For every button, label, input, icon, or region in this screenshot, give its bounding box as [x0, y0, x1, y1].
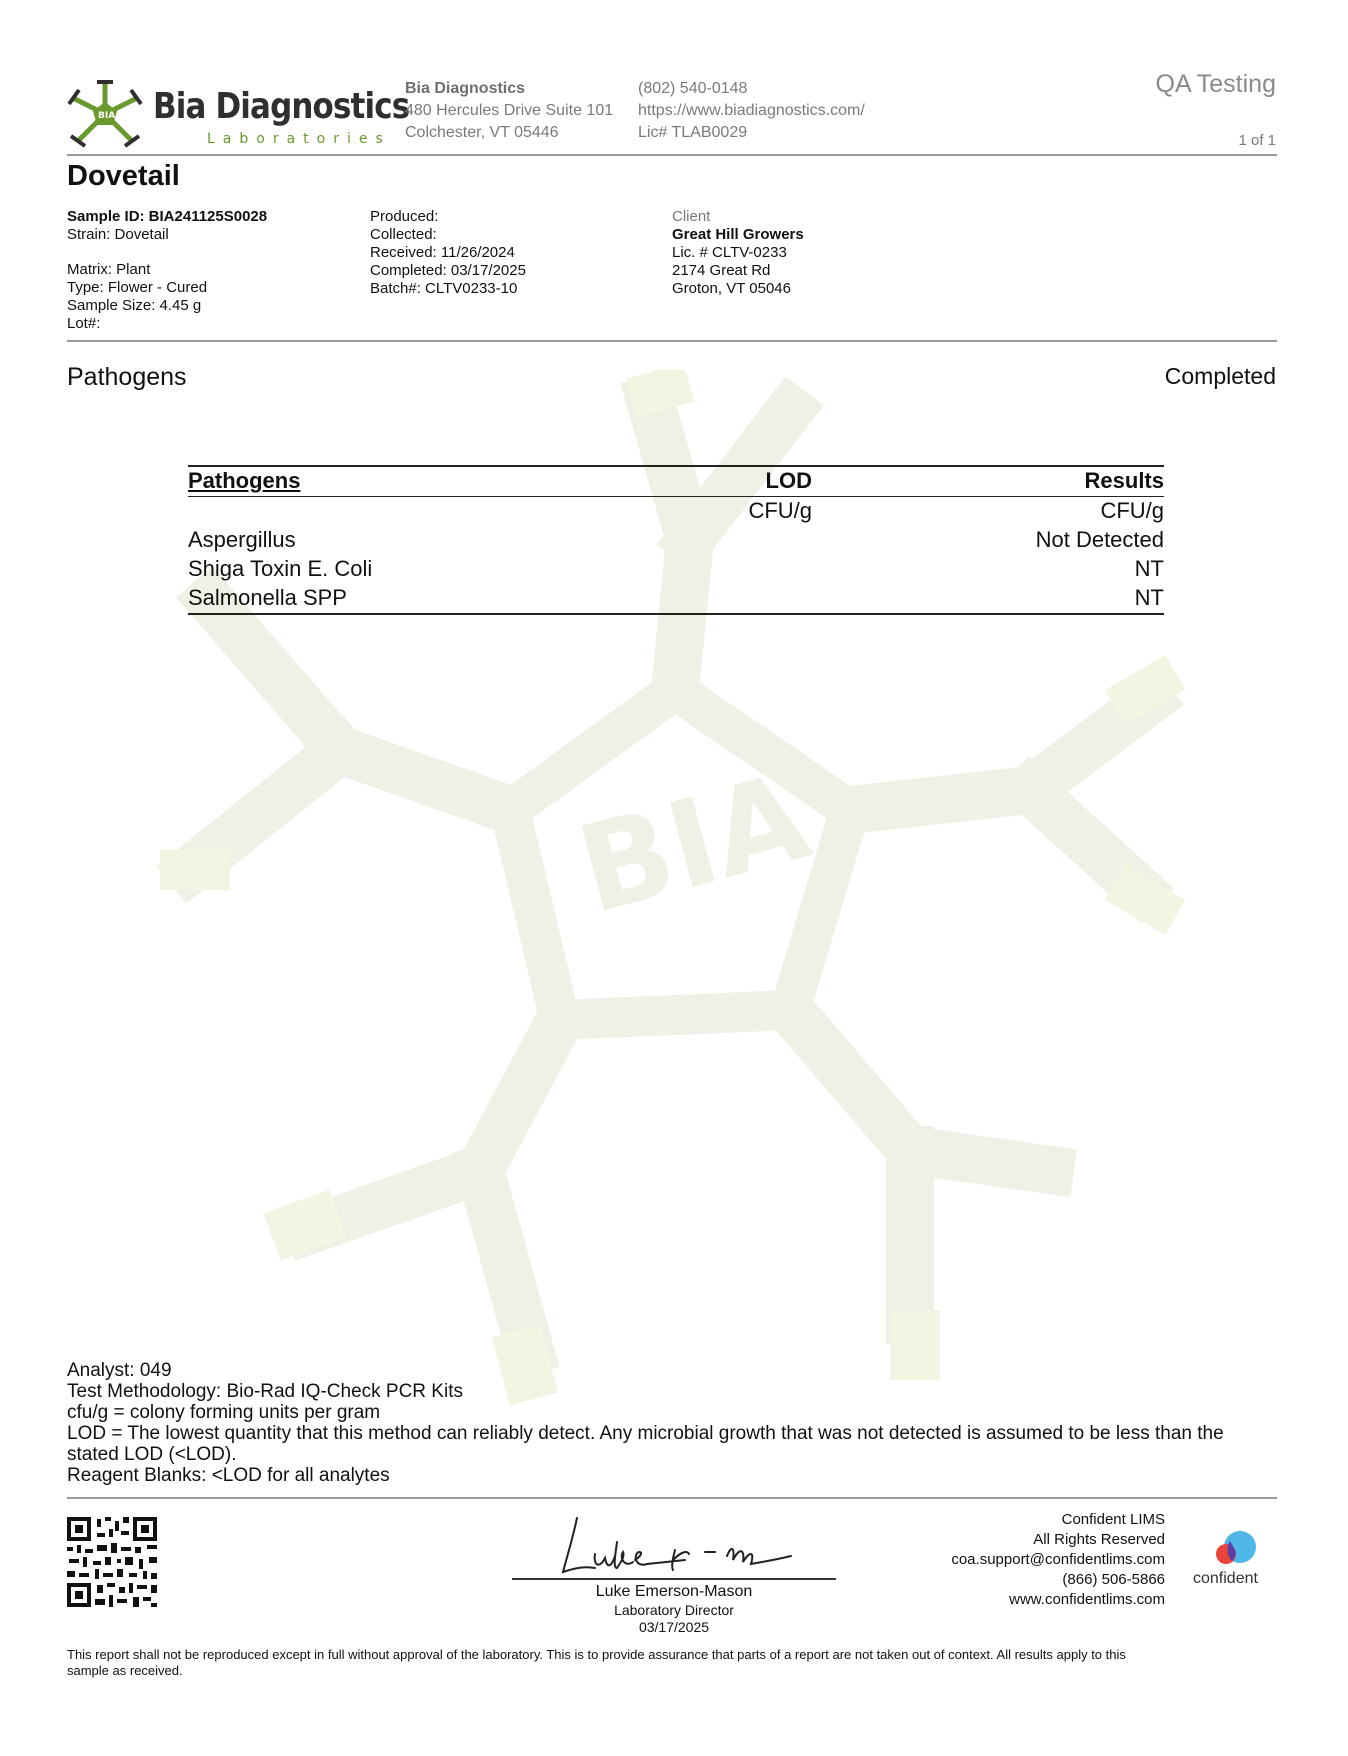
client-name: Great Hill Growers — [672, 226, 804, 243]
client-address-line1: 2174 Great Rd — [672, 262, 771, 279]
analyte-result: NT — [1134, 585, 1164, 610]
table-row — [188, 584, 1164, 613]
confident-wordmark: confident — [1193, 1570, 1258, 1587]
logo-subtitle: Laboratories — [207, 131, 391, 147]
reagent-blanks: Reagent Blanks: <LOD for all analytes — [67, 1465, 390, 1486]
section-title: Pathogens — [67, 363, 187, 391]
results-table — [188, 465, 1164, 615]
lims-email-link[interactable]: coa.support@confidentlims.com — [951, 1551, 1165, 1568]
analyte-name: Aspergillus — [188, 527, 296, 552]
produced-date: Produced: — [370, 208, 439, 225]
client-info — [672, 208, 804, 298]
table-units-row — [188, 497, 1164, 526]
analyte-result: Not Detected — [1035, 527, 1164, 552]
report-disclaimer — [67, 1647, 1282, 1679]
lab-website-link[interactable]: https://www.biadiagnostics.com/ — [638, 102, 865, 119]
lims-phone: (866) 506-5866 — [1062, 1571, 1165, 1588]
sample-type: Type: Flower - Cured — [67, 279, 208, 296]
lims-name: Confident LIMS — [1061, 1511, 1165, 1528]
lod-definition-line1: LOD = The lowest quantity that this method can reliably detect. Any microbial growth that was not detected is assumed to be less than the — [67, 1423, 1224, 1444]
client-label: Client — [672, 208, 711, 225]
lab-name: Bia Diagnostics — [405, 80, 526, 97]
client-license: Lic. # CLTV-0233 — [672, 244, 787, 261]
lims-rights: All Rights Reserved — [1033, 1531, 1165, 1548]
disclaimer-line1: This report shall not be reproduced except in full without approval of the laboratory. This is to provide assurance that parts of a report are not taken out of context. All results apply to this — [67, 1647, 1126, 1662]
results-unit: CFU/g — [1100, 498, 1164, 523]
analyte-name: Salmonella SPP — [188, 585, 347, 610]
completed-date: Completed: 03/17/2025 — [370, 262, 526, 279]
table-header-row — [188, 467, 1164, 496]
lab-contact-block — [638, 78, 865, 144]
batch-number: Batch#: CLTV0233-10 — [370, 280, 518, 297]
director-signature — [555, 1512, 805, 1582]
lab-phone: (802) 540-0148 — [638, 80, 748, 97]
report-type: QA Testing — [1155, 70, 1276, 98]
signature-line — [512, 1578, 836, 1580]
table-bottom-rule — [188, 613, 1164, 615]
lab-address-block — [405, 78, 613, 144]
lab-license: Lic# TLAB0029 — [638, 124, 748, 141]
confident-logo — [1190, 1530, 1280, 1592]
lod-unit: CFU/g — [748, 498, 812, 523]
table-row — [188, 526, 1164, 555]
footer-divider — [67, 1497, 1277, 1499]
info-divider — [67, 340, 1277, 342]
section-status: Completed — [1164, 363, 1276, 389]
lims-info — [951, 1510, 1165, 1610]
qr-code-icon[interactable] — [67, 1517, 157, 1607]
matrix: Matrix: Plant — [67, 261, 151, 278]
signatory-name: Luke Emerson-Mason — [595, 1583, 753, 1600]
disclaimer-line2: sample as received. — [67, 1663, 183, 1678]
page-number: 1 of 1 — [1238, 132, 1276, 149]
analyst: Analyst: 049 — [67, 1360, 172, 1381]
lod-definition-line2: stated LOD (<LOD). — [67, 1444, 237, 1465]
sample-id: Sample ID: BIA241125S0028 — [67, 208, 268, 225]
sample-size: Sample Size: 4.45 g — [67, 297, 202, 314]
analyte-name: Shiga Toxin E. Coli — [188, 556, 373, 581]
lot-number: Lot#: — [67, 315, 101, 332]
lab-logo — [67, 76, 410, 152]
svg-text:BIA: BIA — [98, 111, 116, 121]
sample-dates — [370, 208, 526, 298]
signatory-title: Laboratory Director — [614, 1602, 734, 1618]
header-divider — [67, 154, 1277, 156]
client-address-line2: Groton, VT 05046 — [672, 280, 791, 297]
collected-date: Collected: — [370, 226, 437, 243]
logo-wordmark: Bia Diagnostics — [153, 86, 410, 127]
test-notes — [67, 1360, 1277, 1486]
molecule-logo-icon — [67, 76, 143, 152]
table-row — [188, 555, 1164, 584]
analyte-result: NT — [1134, 556, 1164, 581]
lims-website-link[interactable]: www.confidentlims.com — [1009, 1591, 1165, 1608]
confident-logo-icon — [1212, 1530, 1260, 1570]
lab-address-line2: Colchester, VT 05446 — [405, 124, 559, 141]
test-methodology: Test Methodology: Bio-Rad IQ-Check PCR Kits — [67, 1381, 463, 1402]
signature-date: 03/17/2025 — [638, 1619, 710, 1635]
header-results: Results — [1084, 468, 1164, 493]
header-pathogens: Pathogens — [188, 468, 301, 493]
sample-info — [67, 208, 267, 333]
header-lod: LOD — [765, 468, 812, 493]
strain: Strain: Dovetail — [67, 226, 169, 243]
signatory-block — [512, 1582, 836, 1636]
cfu-definition: cfu/g = colony forming units per gram — [67, 1402, 381, 1423]
lab-address-line1: 480 Hercules Drive Suite 101 — [405, 102, 614, 119]
received-date: Received: 11/26/2024 — [370, 244, 515, 261]
product-title: Dovetail — [67, 160, 180, 192]
svg-text:BIA: BIA — [565, 747, 823, 942]
